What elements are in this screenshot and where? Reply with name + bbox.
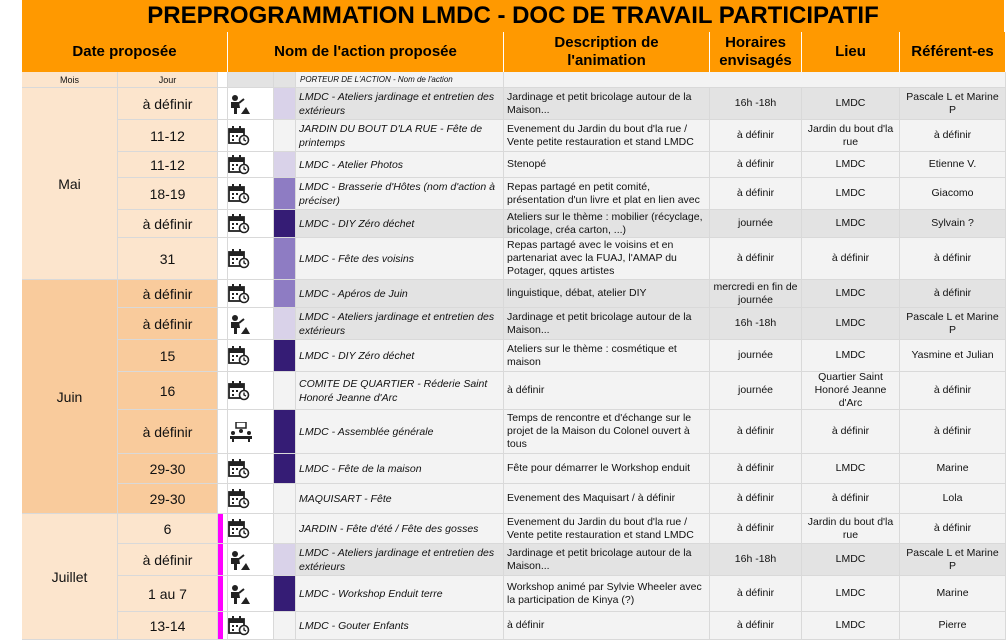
referents-cell: Sylvain ? <box>900 210 1006 238</box>
day-cell: 31 <box>118 238 218 280</box>
referents-cell: à définir <box>900 372 1006 410</box>
header-referents: Référent-es <box>900 32 1006 72</box>
meeting-icon <box>228 422 254 442</box>
day-cell: à définir <box>118 280 218 308</box>
marker-cell <box>218 308 228 340</box>
description-cell: Temps de rencontre et d'échange sur le projet de la Maison du Colonel ouvert à tous <box>504 410 710 454</box>
action-cell: LMDC - Brasserie d'Hôtes (nom d'action à préciser) <box>296 178 504 210</box>
category-swatch <box>274 178 296 210</box>
calendar-icon <box>228 214 250 234</box>
category-swatch <box>274 210 296 238</box>
category-swatch <box>274 576 296 612</box>
action-cell: LMDC - Fête des voisins <box>296 238 504 280</box>
referents-cell: Lola <box>900 484 1006 514</box>
day-cell: 16 <box>118 372 218 410</box>
worker-icon <box>228 550 250 570</box>
action-cell: LMDC - Ateliers jardinage et entretien des extérieurs <box>296 544 504 576</box>
subheader-empty <box>504 72 1006 88</box>
description-cell: linguistique, débat, atelier DIY <box>504 280 710 308</box>
subheader-jour: Jour <box>118 72 218 88</box>
description-cell: Ateliers sur le thème : mobilier (récyclage, bricolage, créa carton, ...) <box>504 210 710 238</box>
category-swatch <box>274 280 296 308</box>
horaires-cell: 16h -18h <box>710 544 802 576</box>
icon-cell <box>228 576 274 612</box>
icon-cell <box>228 514 274 544</box>
day-cell: 13-14 <box>118 612 218 640</box>
action-cell: LMDC - Ateliers jardinage et entretien des extérieurs <box>296 88 504 120</box>
lieu-cell: LMDC <box>802 576 900 612</box>
magenta-marker <box>218 514 223 543</box>
marker-cell <box>218 372 228 410</box>
icon-cell <box>228 120 274 152</box>
horaires-cell: journée <box>710 210 802 238</box>
marker-cell <box>218 544 228 576</box>
description-cell: à définir <box>504 372 710 410</box>
magenta-marker <box>218 576 223 611</box>
horaires-cell: mercredi en fin de journée <box>710 280 802 308</box>
horaires-cell: journée <box>710 372 802 410</box>
description-cell: Jardinage et petit bricolage autour de la Maison... <box>504 88 710 120</box>
subheader-mois: Mois <box>22 72 118 88</box>
icon-cell <box>228 280 274 308</box>
marker-cell <box>218 238 228 280</box>
horaires-cell: 16h -18h <box>710 88 802 120</box>
category-swatch <box>274 120 296 152</box>
day-cell: 18-19 <box>118 178 218 210</box>
category-swatch <box>274 152 296 178</box>
day-cell: à définir <box>118 88 218 120</box>
lieu-cell: Jardin du bout d'la rue <box>802 120 900 152</box>
lieu-cell: à définir <box>802 238 900 280</box>
calendar-icon <box>228 284 250 304</box>
marker-cell <box>218 210 228 238</box>
referents-cell: Yasmine et Julian <box>900 340 1006 372</box>
lieu-cell: LMDC <box>802 88 900 120</box>
horaires-cell: 16h -18h <box>710 308 802 340</box>
icon-cell <box>228 152 274 178</box>
referents-cell: Etienne V. <box>900 152 1006 178</box>
description-cell: Evenement du Jardin du bout d'la rue / Vente petite restauration et stand LMDC <box>504 514 710 544</box>
action-cell: LMDC - Atelier Photos <box>296 152 504 178</box>
lieu-cell: à définir <box>802 484 900 514</box>
action-cell: LMDC - Fête de la maison <box>296 454 504 484</box>
magenta-marker <box>218 544 223 575</box>
referents-cell: à définir <box>900 238 1006 280</box>
description-cell: Stenopé <box>504 152 710 178</box>
icon-cell <box>228 484 274 514</box>
day-cell: 29-30 <box>118 454 218 484</box>
action-cell: LMDC - Gouter Enfants <box>296 612 504 640</box>
referents-cell: Pierre <box>900 612 1006 640</box>
calendar-icon <box>228 184 250 204</box>
lieu-cell: Quartier Saint Honoré Jeanne d'Arc <box>802 372 900 410</box>
icon-cell <box>228 544 274 576</box>
month-cell: Juin <box>22 280 118 514</box>
description-cell: Ateliers sur le thème : cosmétique et maison <box>504 340 710 372</box>
category-swatch <box>274 308 296 340</box>
horaires-cell: à définir <box>710 576 802 612</box>
calendar-icon <box>228 489 250 509</box>
horaires-cell: à définir <box>710 454 802 484</box>
horaires-cell: à définir <box>710 238 802 280</box>
horaires-cell: à définir <box>710 410 802 454</box>
horaires-cell: journée <box>710 340 802 372</box>
description-cell: Jardinage et petit bricolage autour de la Maison... <box>504 308 710 340</box>
marker-cell <box>218 514 228 544</box>
icon-cell <box>228 340 274 372</box>
lieu-cell: à définir <box>802 410 900 454</box>
description-cell: Evenement des Maquisart / à définir <box>504 484 710 514</box>
day-cell: à définir <box>118 410 218 454</box>
category-swatch <box>274 340 296 372</box>
category-swatch <box>274 612 296 640</box>
day-cell: 11-12 <box>118 120 218 152</box>
category-swatch <box>274 514 296 544</box>
description-cell: à définir <box>504 612 710 640</box>
marker-cell <box>218 454 228 484</box>
horaires-cell: à définir <box>710 612 802 640</box>
marker-cell <box>218 120 228 152</box>
icon-cell <box>228 238 274 280</box>
marker-cell <box>218 484 228 514</box>
lieu-cell: LMDC <box>802 178 900 210</box>
marker-cell <box>218 612 228 640</box>
referents-cell: Pascale L et Marine P <box>900 88 1006 120</box>
subheader-blank <box>218 72 228 88</box>
sheet-title: PREPROGRAMMATION LMDC - DOC DE TRAVAIL PARTICIPATIF <box>22 0 1004 33</box>
referents-cell: Pascale L et Marine P <box>900 544 1006 576</box>
icon-cell <box>228 308 274 340</box>
header-lieu: Lieu <box>802 32 900 72</box>
horaires-cell: à définir <box>710 484 802 514</box>
lieu-cell: LMDC <box>802 152 900 178</box>
referents-cell: Pascale L et Marine P <box>900 308 1006 340</box>
marker-cell <box>218 410 228 454</box>
horaires-cell: à définir <box>710 514 802 544</box>
category-swatch <box>274 410 296 454</box>
referents-cell: Marine <box>900 576 1006 612</box>
lieu-cell: LMDC <box>802 308 900 340</box>
action-cell: COMITE DE QUARTIER - Réderie Saint Honoré Jeanne d'Arc <box>296 372 504 410</box>
action-cell: MAQUISART - Fête <box>296 484 504 514</box>
action-cell: LMDC - Workshop Enduit terre <box>296 576 504 612</box>
calendar-icon <box>228 459 250 479</box>
icon-cell <box>228 372 274 410</box>
header-action: Nom de l'action proposée <box>228 32 504 72</box>
month-cell: Mai <box>22 88 118 280</box>
day-cell: à définir <box>118 544 218 576</box>
calendar-icon <box>228 519 250 539</box>
action-cell: LMDC - Ateliers jardinage et entretien des extérieurs <box>296 308 504 340</box>
icon-cell <box>228 612 274 640</box>
day-cell: 11-12 <box>118 152 218 178</box>
magenta-marker <box>218 612 223 639</box>
marker-cell <box>218 576 228 612</box>
action-cell: LMDC - DIY Zéro déchet <box>296 340 504 372</box>
icon-cell <box>228 88 274 120</box>
marker-cell <box>218 152 228 178</box>
description-cell: Jardinage et petit bricolage autour de la Maison... <box>504 544 710 576</box>
referents-cell: à définir <box>900 410 1006 454</box>
marker-cell <box>218 178 228 210</box>
day-cell: à définir <box>118 210 218 238</box>
description-cell: Workshop animé par Sylvie Wheeler avec la participation de Kinya (?) <box>504 576 710 612</box>
marker-cell <box>218 280 228 308</box>
marker-cell <box>218 88 228 120</box>
category-swatch <box>274 88 296 120</box>
lieu-cell: LMDC <box>802 280 900 308</box>
referents-cell: à définir <box>900 514 1006 544</box>
subheader-icon <box>228 72 274 88</box>
calendar-icon <box>228 155 250 175</box>
subheader-swatch <box>274 72 296 88</box>
lieu-cell: LMDC <box>802 544 900 576</box>
category-swatch <box>274 544 296 576</box>
action-cell: JARDIN - Fête d'été / Fête des gosses <box>296 514 504 544</box>
referents-cell: Marine <box>900 454 1006 484</box>
calendar-icon <box>228 381 250 401</box>
calendar-icon <box>228 346 250 366</box>
icon-cell <box>228 454 274 484</box>
marker-cell <box>218 340 228 372</box>
referents-cell: Giacomo <box>900 178 1006 210</box>
action-cell: LMDC - DIY Zéro déchet <box>296 210 504 238</box>
icon-cell <box>228 410 274 454</box>
referents-cell: à définir <box>900 120 1006 152</box>
calendar-icon <box>228 126 250 146</box>
referents-cell: à définir <box>900 280 1006 308</box>
calendar-icon <box>228 616 250 636</box>
day-cell: 29-30 <box>118 484 218 514</box>
day-cell: 15 <box>118 340 218 372</box>
action-cell: LMDC - Apéros de Juin <box>296 280 504 308</box>
header-date: Date proposée <box>22 32 228 72</box>
horaires-cell: à définir <box>710 120 802 152</box>
worker-icon <box>228 584 250 604</box>
action-cell: LMDC - Assemblée générale <box>296 410 504 454</box>
lieu-cell: LMDC <box>802 612 900 640</box>
lieu-cell: LMDC <box>802 340 900 372</box>
description-cell: Repas partagé en petit comité, présentation d'un livre et plat en lien avec <box>504 178 710 210</box>
day-cell: 1 au 7 <box>118 576 218 612</box>
category-swatch <box>274 484 296 514</box>
month-cell: Juillet <box>22 514 118 640</box>
action-cell: JARDIN DU BOUT D'LA RUE - Fête de printemps <box>296 120 504 152</box>
horaires-cell: à définir <box>710 178 802 210</box>
header-horaires: Horaires envisagés <box>710 32 802 72</box>
description-cell: Repas partagé avec le voisins et en partenariat avec la FUAJ, l'AMAP du Potager, qques artistes <box>504 238 710 280</box>
lieu-cell: LMDC <box>802 210 900 238</box>
horaires-cell: à définir <box>710 152 802 178</box>
worker-icon <box>228 314 250 334</box>
icon-cell <box>228 178 274 210</box>
lieu-cell: LMDC <box>802 454 900 484</box>
lieu-cell: Jardin du bout d'la rue <box>802 514 900 544</box>
day-cell: 6 <box>118 514 218 544</box>
calendar-icon <box>228 249 250 269</box>
header-description: Description de l'animation <box>504 32 710 72</box>
description-cell: Evenement du Jardin du bout d'la rue / Vente petite restauration et stand LMDC <box>504 120 710 152</box>
category-swatch <box>274 454 296 484</box>
description-cell: Fête pour démarrer le Workshop enduit <box>504 454 710 484</box>
subheader-porteur: PORTEUR DE L'ACTION - Nom de l'action <box>296 72 504 88</box>
day-cell: à définir <box>118 308 218 340</box>
icon-cell <box>228 210 274 238</box>
category-swatch <box>274 238 296 280</box>
worker-icon <box>228 94 250 114</box>
category-swatch <box>274 372 296 410</box>
